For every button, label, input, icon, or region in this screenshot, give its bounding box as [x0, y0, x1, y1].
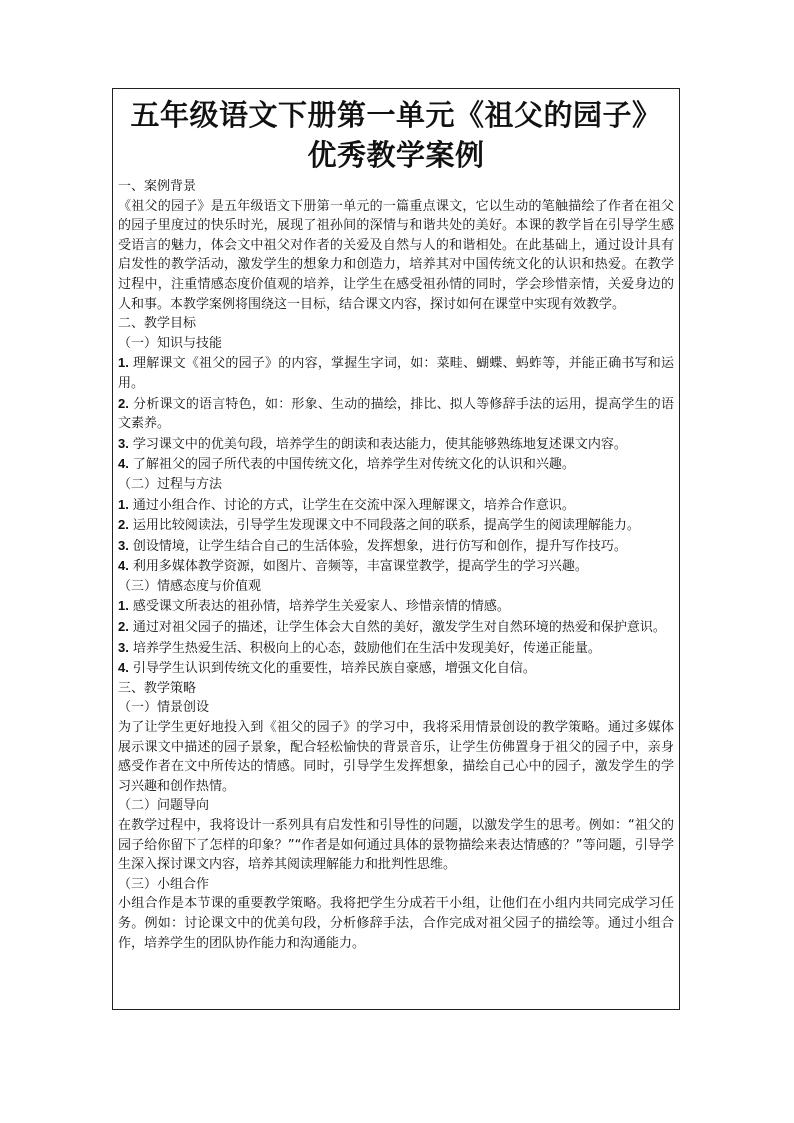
- list-item-number: 4.: [118, 456, 129, 472]
- section-heading: 一、案例背景: [118, 179, 197, 194]
- subsection-heading: （三）小组合作: [118, 876, 210, 892]
- list-item-text: 学习课文中的优美句段，培养学生的朗读和表达能力，使其能够熟练地复述课文内容。: [132, 436, 627, 452]
- list-item: [118, 638, 674, 659]
- paragraph: 小组合作是本节课的重要教学策略。我将把学生分成若干小组，让他们在小组内共同完成学习任务。例如：讨论课文中的优美句段，分析修辞手法，合作完成对祖父园子的描绘等。通过小组合作，培养学生的团队协作能力和沟通能力。: [118, 896, 674, 951]
- list-item-number: 1.: [118, 598, 129, 614]
- list-item-text: 通过对祖父园子的描述，让学生体会大自然的美好，激发学生对自然环境的热爱和保护意识。: [132, 620, 666, 636]
- section-heading: 三、教学策略: [118, 680, 197, 696]
- list-item: [118, 515, 674, 536]
- list-item: [118, 658, 674, 679]
- subsection-heading: （一）知识与技能: [118, 335, 223, 351]
- list-item: [118, 434, 674, 455]
- list-item-number: 3.: [118, 435, 129, 451]
- list-item-text: 培养学生热爱生活、积极向上的心态，鼓励他们在生活中发现美好，传递正能量。: [132, 640, 601, 656]
- list-item-text: 分析课文的语言特色，如：形象、生动的描绘，排比、拟人等修辞手法的运用，提高学生的语文素养。: [118, 396, 674, 432]
- list-item: [118, 596, 674, 617]
- list-item-text: 利用多媒体教学资源，如图片、音频等，丰富课堂教学，提高学生的学习兴趣。: [132, 559, 588, 575]
- document-frame: [112, 88, 680, 1010]
- list-item-text: 运用比较阅读法，引导学生发现课文中不同段落之间的联系，提高学生的阅读理解能力。: [132, 518, 640, 534]
- list-item-number: 1.: [118, 496, 129, 512]
- subsection-heading: （三）情感态度与价值观: [118, 578, 262, 594]
- list-item: [118, 556, 674, 577]
- list-item-text: 创设情境，让学生结合自己的生活体验，发挥想象，进行仿写和创作，提升写作技巧。: [132, 538, 627, 554]
- list-item-text: 感受课文所表达的祖孙情，培养学生关爱家人、珍惜亲情的情感。: [132, 599, 510, 615]
- section-heading: 二、教学目标: [118, 316, 197, 332]
- list-item-text: 了解祖父的园子所代表的中国传统文化，培养学生对传统文化的认识和兴趣。: [132, 457, 575, 473]
- list-item-text: 通过小组合作、讨论的方式，让学生在交流中深入理解课文，培养合作意识。: [132, 497, 575, 513]
- list-item-number: 2.: [118, 619, 129, 635]
- list-item-number: 3.: [118, 639, 129, 655]
- paragraph: 在教学过程中，我将设计一系列具有启发性和引导性的问题，以激发学生的思考。例如：“祖父的园子给你留下了怎样的印象？”“作者是如何通过具体的景物描绘来表达情感的？”等问题，引导学生深入探讨课文内容，培养其阅读理解能力和批判性思维。: [118, 818, 674, 873]
- list-item-number: 1.: [118, 355, 129, 371]
- list-item: [118, 454, 674, 475]
- paragraph: 为了让学生更好地投入到《祖父的园子》的学习中，我将采用情景创设的教学策略。通过多媒体展示课文中描述的园子景象，配合轻松愉快的背景音乐，让学生仿佛置身于祖父的园子中，亲身感受作者在文中所传达的情感。同时，引导学生发挥想象，描绘自己心中的园子，激发学生的学习兴趣和创作热情。: [118, 720, 674, 794]
- subsection-heading: （二）过程与方法: [118, 476, 223, 492]
- list-item: [118, 617, 674, 638]
- list-item: [118, 353, 674, 393]
- list-item-number: 4.: [118, 558, 129, 574]
- list-item-number: 2.: [118, 517, 129, 533]
- subsection-heading: （二）问题导向: [118, 798, 210, 814]
- document-body: [113, 177, 679, 953]
- list-item-text: 引导学生认识到传统文化的重要性，培养民族自豪感，增强文化自信。: [132, 661, 536, 677]
- list-item-number: 2.: [118, 395, 129, 411]
- list-item: [118, 536, 674, 557]
- list-item-number: 4.: [118, 660, 129, 676]
- paragraph: 《祖父的园子》是五年级语文下册第一单元的一篇重点课文，它以生动的笔触描绘了作者在祖父的园子里度过的快乐时光，展现了祖孙间的深情与和谐共处的美好。本课的教学旨在引导学生感受语言的魅力，体会文中祖父对作者的关爱及自然与人的和谐相处。在此基础上，通过设计具有启发性的教学活动，激发学生的想象力和创造力，培养其对中国传统文化的认识和热爱。在教学过程中，注重情感态度价值观的培养，让学生在感受祖孙情的同时，学会珍惜亲情，关爱身边的人和事。本教学案例将围绕这一目标，结合课文内容，探讨如何在课堂中实现有效教学。: [118, 198, 674, 312]
- list-item: [118, 394, 674, 434]
- subsection-heading: （一）情景创设: [118, 700, 210, 716]
- list-item-text: 理解课文《祖父的园子》的内容，掌握生字词，如：菜畦、蝴蝶、蚂蚱等，并能正确书写和运用。: [118, 356, 674, 391]
- document-title: 五年级语文下册第一单元《祖父的园子》优秀教学案例: [130, 98, 662, 172]
- list-item: [118, 495, 674, 516]
- list-item-number: 3.: [118, 537, 129, 553]
